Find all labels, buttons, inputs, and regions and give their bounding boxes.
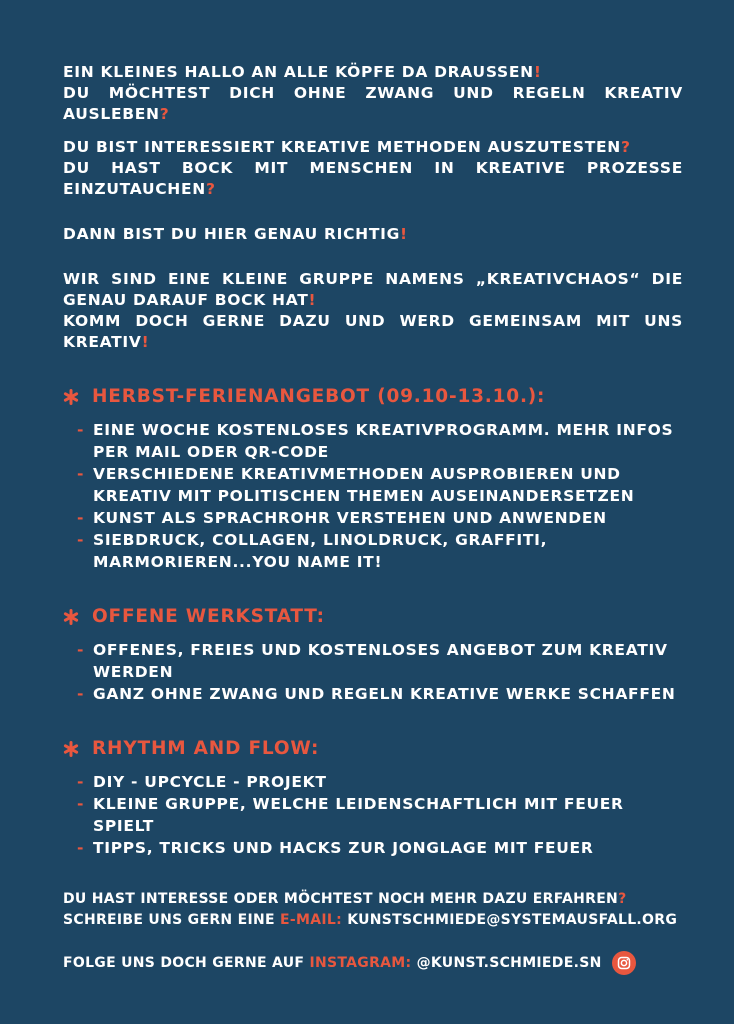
intro-right-place: [63, 224, 683, 245]
intro-group-mark: !: [308, 291, 317, 309]
section-herbst: [63, 385, 683, 573]
intro-join-text: KOMM DOCH GERNE DAZU UND WERD GEMEINSAM MIT UNS KREATIV: [63, 312, 683, 351]
intro-right-text: DANN BIST DU HIER GENAU RICHTIG: [63, 225, 401, 243]
section-title: OFFENE WERKSTATT:: [92, 606, 325, 627]
section-title: RHYTHM AND FLOW:: [92, 738, 320, 759]
section-heading: [63, 385, 683, 409]
intro-right-mark: !: [400, 225, 408, 243]
intro-zwang-mark: ?: [159, 105, 170, 123]
interest-line: [63, 889, 683, 910]
asterisk-icon: [63, 741, 79, 757]
list-item: - DIY - UPCYCLE - PROJEKT: [77, 773, 327, 791]
instagram-label: INSTAGRAM:: [309, 954, 412, 971]
section-list: [77, 419, 683, 573]
section-werkstatt: [63, 605, 683, 705]
intro-zwang-text: DU MÖCHTEST DICH OHNE ZWANG UND REGELN KREATIV AUSLEBEN: [63, 84, 683, 123]
intro-processes-mark: ?: [205, 180, 216, 198]
intro-processes-text: DU HAST BOCK MIT MENSCHEN IN KREATIVE PROZESSE EINZUTAUCHEN: [63, 159, 683, 198]
mail-label: E-MAIL:: [280, 912, 343, 928]
email-link[interactable]: KUNSTSCHMIEDE@SYSTEMAUSFALL.ORG: [347, 912, 678, 928]
list-item: - TIPPS, TRICKS UND HACKS ZUR JONGLAGE MIT FEUER: [77, 839, 594, 857]
instagram-handle-link[interactable]: @KUNST.SCHMIEDE.SN: [416, 954, 602, 971]
intro-greeting: [63, 62, 683, 125]
instagram-line: [63, 951, 683, 975]
interest-mark: ?: [618, 891, 627, 907]
list-item: - SIEBDRUCK, COLLAGEN, LINOLDRUCK, GRAFFITI, MARMORIEREN...YOU NAME IT!: [77, 531, 548, 571]
section-heading: [63, 737, 683, 761]
instagram-icon[interactable]: [612, 951, 636, 975]
intro-group: [63, 269, 683, 353]
asterisk-icon: [63, 389, 79, 405]
instagram-prefix: FOLGE UNS DOCH GERNE AUF: [63, 954, 305, 971]
list-item: - GANZ OHNE ZWANG UND REGELN KREATIVE WERKE SCHAFFEN: [77, 685, 676, 703]
section-list: [77, 771, 683, 859]
mail-line: [63, 910, 683, 931]
asterisk-icon: [63, 609, 79, 625]
intro-join-mark: !: [141, 333, 150, 351]
list-item: - EINE WOCHE KOSTENLOSES KREATIVPROGRAMM. MEHR INFOS PER MAIL ODER QR-CODE: [77, 421, 674, 461]
section-rhythm: [63, 737, 683, 859]
intro-methods-mark: ?: [620, 138, 631, 156]
intro-greeting-mark: !: [533, 63, 542, 81]
list-item: - OFFENES, FREIES UND KOSTENLOSES ANGEBOT ZUM KREATIV WERDEN: [77, 641, 668, 681]
intro-greeting-text: EIN KLEINES HALLO AN ALLE KÖPFE DA DRAUSSEN: [63, 63, 534, 81]
flyer-content: [63, 62, 683, 975]
interest-text: DU HAST INTERESSE ODER MÖCHTEST NOCH MEHR DAZU ERFAHREN: [63, 891, 619, 907]
section-title: HERBST-FERIENANGEBOT (09.10-13.10.):: [92, 386, 546, 407]
list-item: - KUNST ALS SPRACHROHR VERSTEHEN UND ANWENDEN: [77, 509, 607, 527]
intro-group-text: WIR SIND EINE KLEINE GRUPPE NAMENS „KREATIVCHAOS“ DIE GENAU DARAUF BOCK HAT: [63, 270, 683, 309]
section-list: [77, 639, 683, 705]
mail-prefix: SCHREIBE UNS GERN EINE: [63, 912, 281, 928]
intro-methods-text: DU BIST INTERESSIERT KREATIVE METHODEN AUSZUTESTEN: [63, 138, 621, 156]
section-heading: [63, 605, 683, 629]
list-item: - KLEINE GRUPPE, WELCHE LEIDENSCHAFTLICH MIT FEUER SPIELT: [77, 795, 624, 835]
intro-questions: [63, 137, 683, 200]
list-item: - VERSCHIEDENE KREATIVMETHODEN AUSPROBIEREN UND KREATIV MIT POLITISCHEN THEMEN AUSEINANDERSETZEN: [77, 465, 635, 505]
contact-footer: [63, 889, 683, 975]
